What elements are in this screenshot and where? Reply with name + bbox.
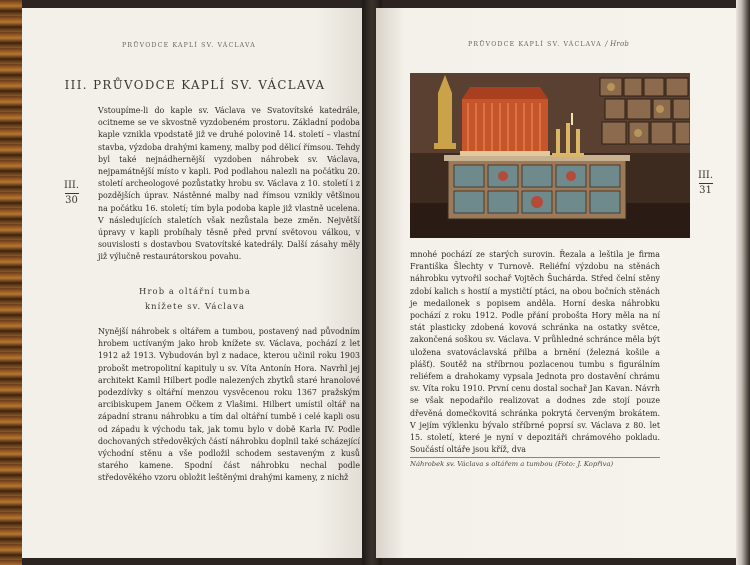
- section-subheading-line2: knížete sv. Václava: [144, 301, 246, 311]
- tomb-photograph: [410, 73, 690, 238]
- running-head-left: PRŮVODCE KAPLÍ SV. VÁCLAVA: [122, 42, 256, 49]
- margin-chapter-left: III.: [64, 180, 80, 191]
- margin-rule-left: [65, 193, 79, 194]
- margin-chapter-right: III.: [698, 170, 714, 181]
- margin-page-marker-right: [698, 170, 713, 197]
- running-head-right-title: PRŮVODCE KAPLÍ SV. VÁCLAVA: [468, 41, 602, 48]
- right-page: [376, 8, 736, 558]
- margin-rule-right: [699, 183, 713, 184]
- margin-page-marker-left: [64, 180, 79, 207]
- tomb-photo-illustration: [410, 73, 690, 238]
- running-head-right: [468, 40, 629, 48]
- continued-paragraph: mnohé pochází ze starých surovin. Řezala a leštila je firma Františka Šlechty v Turnově. Reliéfní výzdobu na stěnách náhrobku vytvořil sochař Vojtěch Šuchárda. Střed čelní stěny zdobí kalich s hostií a mystičtí ptáci, na obou bočních stěnách je medailonek s popisem anděla. Horní deska náhrobku pochází z roku 1912. Podle přání probošta Hory měla na ní stát plasticky zdobená kovová schránka na ostatky světce, zakončená soškou sv. Václava. V průhledné schránce měla být uložena svatováclavská přilba a brnění (železná košile a plášť). Soutěž na stříbrnou pozlacenou tumbu s figurálním reliéfem a drahokamy vypsala Jednota pro dostavění chrámu sv. Víta roku 1910. První cenu dostal sochař Jan Kavan. Návrh se však nepodařilo realizovat a dodnes zde stojí pouze dřevěná domečkovitá schránka pokrytá červeným brokátem. V jejím výklenku bývalo stříbrné poprsí sv. Václava z 80. let 15. století, které je nyní v depozitáři chrámového pokladu. Součástí oltáře jsou kříž, dva: [410, 250, 660, 455]
- margin-page-number-right: 31: [699, 185, 712, 196]
- photo-caption: Náhrobek sv. Václava s oltářem a tumbou (Foto: J. Kopřiva): [410, 460, 614, 468]
- intro-paragraph: Vstoupíme-li do kaple sv. Václava ve Svatovítské katedrále, ocitneme se ve skvostně vyzdobeném prostoru. Základní podoba kaple vznikla vpodstatě již ve druhé polovině 14. století – vlastní stavba, výzdoba drahými kameny, malby pod dělicí římsou. Tehdy byl také nejnádhernější vyzdoben náhrobek sv. Václava, nejpamátnější místo v kapli. Pod podlahou nalezli na počátku 20. století archeologové pozůstatky hrobu sv. Václava z 10. století i z pozdějších úprav. Nástěnné malby nad římsou vznikly většinou na počátku 16. století; tím byla podoba kaple již vlastně ucelena. V následujících staletích však nezůstala beze změn. Největší úpravy v kapli probíhaly těsně před první světovou válkou, v souvislosti s dostavbou Svatovítské katedrály. Další zásahy měly již výlučně restaurátorskou povahu.: [98, 106, 360, 262]
- tomb-paragraph: Nynější náhrobek s oltářem a tumbou, postavený nad původním hrobem uctívaným jako hrob knížete sv. Václava, pochází z let 1912 až 1913. Vybudován byl z nadace, kterou učinil roku 1903 probošt metropolitní kapituly u sv. Víta Antonín Hora. Navrhl jej architekt Kamil Hilbert podle nalezených zbytků staré hranolové podezdívky s oltářní menzou vysvěcenou roku 1367 pražským arcibiskupem Janem Očkem z Vlašimi. Hilbert umístil oltář na západní stranu náhrobku a tím dal oltářní tumbě i celé kapli osu od západu k východu tak, jak tomu bylo v době Karla IV. Podle dochovaných středověkých částí náhrobku doplnil také scházející východní stěnu a vše podložil schodem sestaveným z kusů starého kamene. Spodní část náhrobku nechal podle středověkého vzoru obložit leštěnými drahými kameny, z nichž: [98, 327, 360, 483]
- book-edge-left: [0, 0, 22, 565]
- margin-page-number-left: 30: [65, 195, 78, 206]
- section-subheading-line1: Hrob a oltářní tumba: [139, 286, 251, 296]
- running-head-right-section: / Hrob: [605, 40, 630, 48]
- caption-rule: [410, 457, 660, 458]
- chapter-title: III. PRŮVODCE KAPLÍ SV. VÁCLAVA: [64, 78, 326, 92]
- book-edge-right: [736, 0, 750, 565]
- left-page: [22, 8, 368, 558]
